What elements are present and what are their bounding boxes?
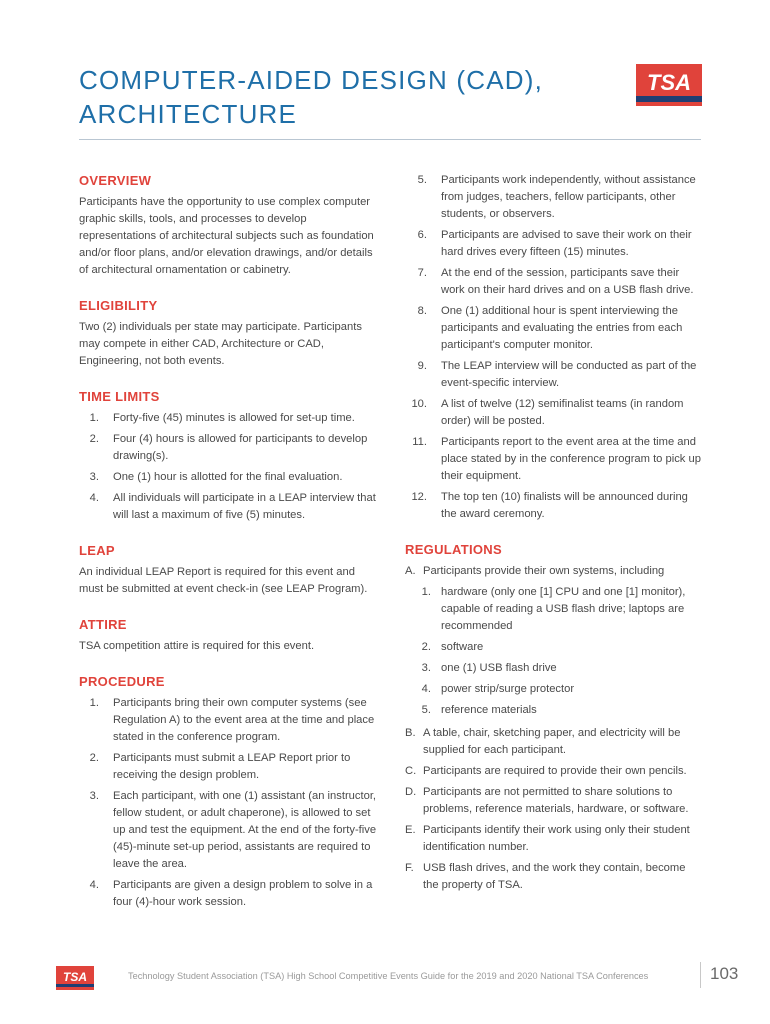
item-text: Participants report to the event area at the time and place stated by in the conference program to pick up their equipment. [441, 436, 701, 482]
item-number: 2. [421, 641, 431, 653]
attire-section [79, 616, 377, 655]
item-number: 5. [421, 704, 431, 716]
item-number: 3. [421, 662, 431, 674]
regulation-text: Participants are not permitted to share solutions to problems, reference materials, hardware, or software. [423, 786, 689, 815]
list-item [79, 750, 377, 784]
item-number: 3. [89, 471, 99, 483]
regulation-letter: F. [405, 862, 414, 874]
list-item [405, 227, 703, 261]
item-text: Four (4) hours is allowed for participants to develop drawing(s). [113, 433, 368, 462]
item-text: Forty-five (45) minutes is allowed for set-up time. [113, 412, 355, 424]
item-number: 6. [417, 229, 427, 241]
item-text: Participants work independently, without assistance from judges, teachers, fellow participants, other students, or observers. [441, 174, 696, 220]
item-text: Participants must submit a LEAP Report prior to receiving the design problem. [113, 752, 351, 781]
title-divider [79, 139, 701, 140]
item-text: hardware (only one [1] CPU and one [1] monitor), capable of reading a USB flash drive; laptops are recommended [441, 586, 686, 632]
footer-text: Technology Student Association (TSA) High School Competitive Events Guide for the 2019 and 2020 National TSA Conferences [128, 971, 649, 981]
page-title-line-1: COMPUTER-AIDED DESIGN (CAD), [79, 65, 544, 95]
item-number: 9. [417, 360, 427, 372]
item-number: 5. [417, 174, 427, 186]
item-text: Participants are given a design problem to solve in a four (4)-hour work session. [113, 879, 373, 908]
regulation-item [405, 822, 703, 856]
overview-section [79, 172, 377, 279]
item-number: 2. [89, 752, 99, 764]
regulation-letter: A. [405, 565, 416, 577]
item-number: 2. [89, 433, 99, 445]
regulations-section [405, 541, 703, 894]
list-item [405, 660, 703, 677]
list-item [405, 434, 703, 485]
regulations-heading: REGULATIONS [405, 542, 502, 557]
regulation-text: Participants are required to provide their own pencils. [423, 765, 687, 777]
item-text: software [441, 641, 484, 653]
item-text: All individuals will participate in a LEAP interview that will last a maximum of five (5) minutes. [113, 492, 376, 521]
list-item [79, 410, 377, 427]
svg-text:TSA: TSA [63, 970, 87, 984]
regulation-sublist [405, 584, 703, 719]
footer-tsa-logo [56, 966, 94, 990]
time-limits-heading: TIME LIMITS [79, 389, 160, 404]
regulation-item [405, 725, 703, 759]
right-column [405, 172, 703, 912]
regulation-item [405, 563, 703, 580]
tsa-logo [636, 64, 702, 106]
page-number-divider [700, 962, 701, 988]
item-text: Participants bring their own computer systems (see Regulation A) to the event area at the time and place stated in the conference program. [113, 697, 375, 743]
attire-body: TSA competition attire is required for this event. [79, 640, 315, 652]
list-item [79, 877, 377, 911]
regulation-letter: E. [405, 824, 416, 836]
item-text: The top ten (10) finalists will be announced during the award ceremony. [441, 491, 688, 520]
regulation-text: Participants identify their work using only their student identification number. [423, 824, 690, 853]
list-item [79, 695, 377, 746]
list-item [79, 431, 377, 465]
list-item [405, 639, 703, 656]
item-text: one (1) USB flash drive [441, 662, 557, 674]
item-number: 12. [411, 491, 427, 503]
procedure-section [79, 673, 377, 911]
list-item [405, 172, 703, 223]
regulation-text: Participants provide their own systems, including [423, 565, 665, 577]
regulation-item [405, 860, 703, 894]
list-item [405, 702, 703, 719]
leap-heading: LEAP [79, 543, 115, 558]
list-item [79, 469, 377, 486]
overview-body: Participants have the opportunity to use complex computer graphic skills, tools, and processes to develop representations of architectural subjects such as foundation and/or floor plans, and/or elevation drawings, and/or details of architectural ornamentation or cabinetry. [79, 196, 374, 276]
item-text: Participants are advised to save their work on their hard drives every fifteen (15) minutes. [441, 229, 692, 258]
leap-body: An individual LEAP Report is required for this event and must be submitted at event check-in (see LEAP Program). [79, 566, 368, 595]
regulation-letter: B. [405, 727, 416, 739]
eligibility-body: Two (2) individuals per state may participate. Participants may compete in either CAD, Architecture or CAD, Engineering, not both events. [79, 321, 362, 367]
item-number: 1. [89, 697, 99, 709]
regulation-letter: C. [405, 765, 417, 777]
list-item [405, 358, 703, 392]
item-text: A list of twelve (12) semifinalist teams (in random order) will be posted. [441, 398, 684, 427]
item-text: reference materials [441, 704, 537, 716]
item-text: The LEAP interview will be conducted as part of the event-specific interview. [441, 360, 697, 389]
list-item [405, 303, 703, 354]
procedure-continued [405, 172, 703, 523]
list-item [79, 788, 377, 873]
attire-heading: ATTIRE [79, 617, 127, 632]
procedure-heading: PROCEDURE [79, 674, 165, 689]
item-number: 7. [417, 267, 427, 279]
item-text: At the end of the session, participants save their work on their hard drives and on a USB flash drive. [441, 267, 694, 296]
leap-section [79, 542, 377, 598]
list-item [405, 489, 703, 523]
item-number: 4. [89, 492, 99, 504]
regulation-text: USB flash drives, and the work they contain, become the property of TSA. [423, 862, 686, 891]
page-number: 103 [710, 964, 739, 983]
item-number: 1. [89, 412, 99, 424]
list-item [79, 490, 377, 524]
left-column [79, 172, 377, 929]
eligibility-section [79, 297, 377, 370]
item-number: 1. [421, 586, 431, 598]
item-number: 4. [89, 879, 99, 891]
item-number: 3. [89, 790, 99, 802]
svg-text:TSA: TSA [647, 70, 691, 95]
item-number: 11. [412, 436, 427, 448]
list-item [405, 396, 703, 430]
item-text: Each participant, with one (1) assistant (an instructor, fellow student, or adult chaperone), is allowed to set up and test the equipment. At the end of the forty-five (45)-minute set-up period, assistants are required to leave the area. [113, 790, 377, 870]
regulation-letter: D. [405, 786, 417, 798]
page-title [79, 63, 619, 131]
item-number: 10. [411, 398, 427, 410]
time-limits-section [79, 388, 377, 524]
item-text: One (1) additional hour is spent interviewing the participants and evaluating the entries from each participant's computer monitor. [441, 305, 683, 351]
regulation-item [405, 763, 703, 780]
item-number: 8. [417, 305, 427, 317]
item-text: power strip/surge protector [441, 683, 575, 695]
list-item [405, 681, 703, 698]
list-item [405, 265, 703, 299]
eligibility-heading: ELIGIBILITY [79, 298, 158, 313]
regulation-text: A table, chair, sketching paper, and electricity will be supplied for each participant. [423, 727, 681, 756]
item-number: 4. [421, 683, 431, 695]
list-item [405, 584, 703, 635]
regulation-item [405, 784, 703, 818]
overview-heading: OVERVIEW [79, 173, 152, 188]
item-text: One (1) hour is allotted for the final evaluation. [113, 471, 343, 483]
page-title-line-2: ARCHITECTURE [79, 99, 298, 129]
